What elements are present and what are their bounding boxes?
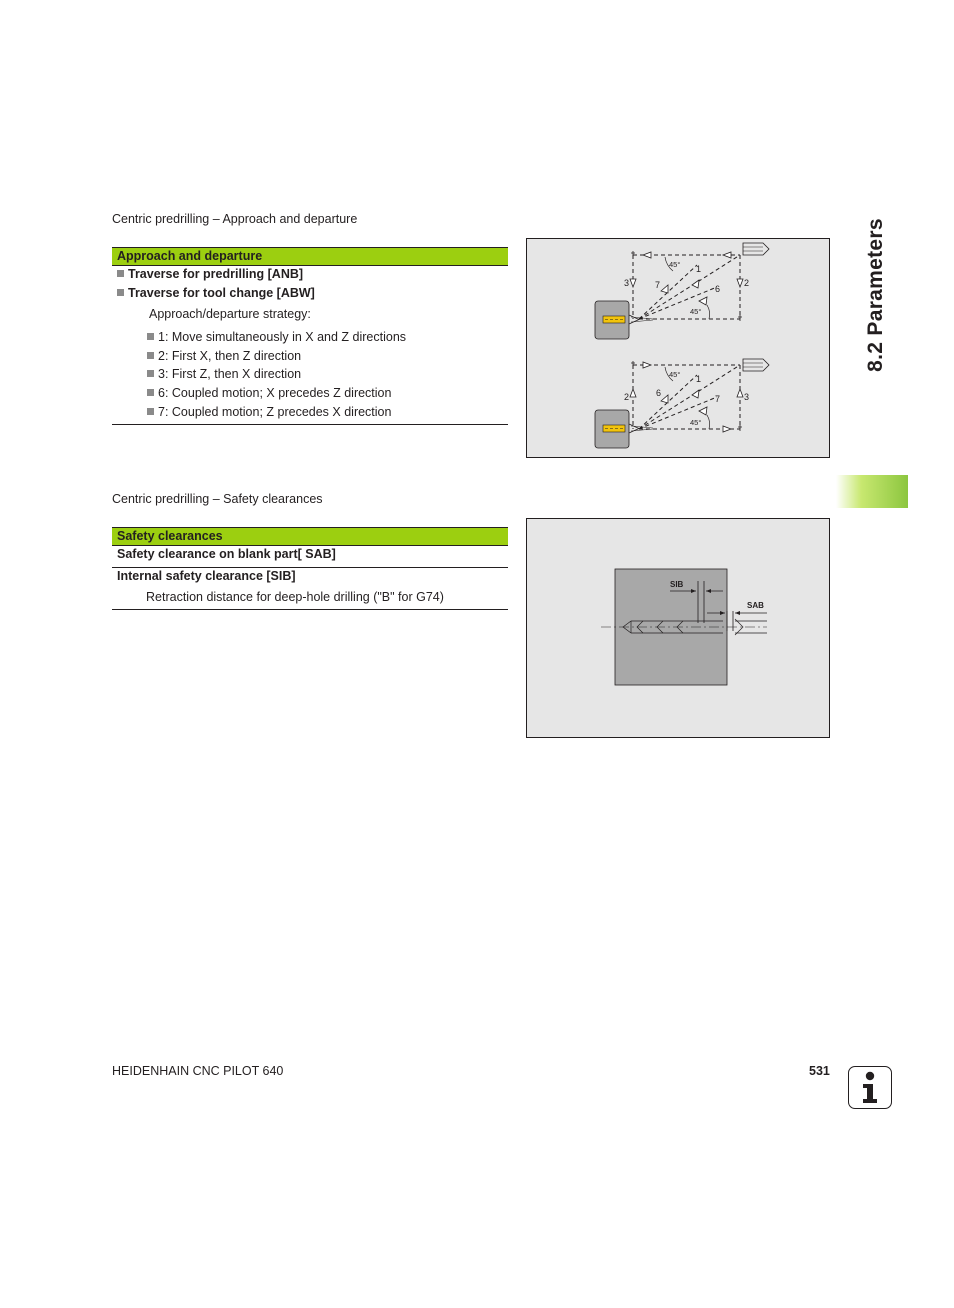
bullet-square-icon <box>147 333 154 340</box>
chapter-side-title <box>846 214 906 376</box>
diagram-bottom <box>595 359 769 448</box>
strategy-number-label: 3 <box>624 278 630 288</box>
parameter-table-safety <box>112 527 508 613</box>
parameter-table-approach <box>112 247 508 427</box>
table-row-rule <box>112 567 508 568</box>
safety-clearance-figure <box>526 518 830 738</box>
chapter-tab-marker <box>836 475 908 508</box>
strategy-number-label: 2 <box>624 392 630 402</box>
strategy-number-label: 6 <box>656 388 662 398</box>
strategy-number-label: 7 <box>655 280 661 290</box>
angle-label: 45° <box>669 260 681 269</box>
chapter-title-text: 8.2 Parameters <box>864 218 887 372</box>
strategy-number-label: 3 <box>744 392 750 402</box>
info-i-glyph <box>858 1071 882 1105</box>
sib-label: SIB <box>670 580 684 589</box>
figure-caption-safety: Centric predrilling – Safety clearances <box>112 492 323 506</box>
table-header: Safety clearances <box>112 527 508 546</box>
figure-caption-approach: Centric predrilling – Approach and departure <box>112 212 358 226</box>
bullet-square-icon <box>147 370 154 377</box>
bullet-square-icon <box>147 408 154 415</box>
angle-label: 45° <box>690 418 702 427</box>
param-sib: Internal safety clearance [SIB] <box>117 569 296 583</box>
strategy-number-label: 7 <box>715 394 721 404</box>
strategy-option: 6: Coupled motion; X precedes Z direction <box>147 386 391 400</box>
angle-label: 45° <box>669 370 681 379</box>
approach-departure-figure <box>526 238 830 458</box>
bullet-square-icon <box>117 289 124 296</box>
sab-label: SAB <box>747 601 764 610</box>
strategy-option: 3: First Z, then X direction <box>147 367 301 381</box>
param-anb: Traverse for predrilling [ANB] <box>117 267 303 281</box>
table-bottom-rule <box>112 424 508 425</box>
bullet-square-icon <box>147 352 154 359</box>
strategy-option: 7: Coupled motion; Z precedes X direction <box>147 405 391 419</box>
table-header: Approach and departure <box>112 247 508 266</box>
param-abw: Traverse for tool change [ABW] <box>117 286 315 300</box>
strategy-description: Approach/departure strategy: <box>149 307 311 321</box>
angle-label: 45° <box>690 307 702 316</box>
strategy-number-label: 6 <box>715 284 721 294</box>
strategy-option: 1: Move simultaneously in X and Z directions <box>147 330 406 344</box>
diagram-top <box>595 243 769 339</box>
param-sab: Safety clearance on blank part[ SAB] <box>117 547 336 561</box>
bullet-square-icon <box>147 389 154 396</box>
strategy-number-label: 1 <box>696 264 702 274</box>
safety-diagram <box>527 519 829 737</box>
info-icon[interactable] <box>848 1066 892 1109</box>
approach-diagram <box>527 239 829 457</box>
strategy-option: 2: First X, then Z direction <box>147 349 301 363</box>
strategy-number-label: 2 <box>744 278 750 288</box>
table-bottom-rule <box>112 609 508 610</box>
strategy-number-label: 1 <box>696 374 702 384</box>
param-sib-description: Retraction distance for deep-hole drilling ("B" for G74) <box>146 590 444 604</box>
bullet-square-icon <box>117 270 124 277</box>
footer-product-name: HEIDENHAIN CNC PILOT 640 <box>112 1064 284 1078</box>
page-number: 531 <box>809 1064 830 1078</box>
